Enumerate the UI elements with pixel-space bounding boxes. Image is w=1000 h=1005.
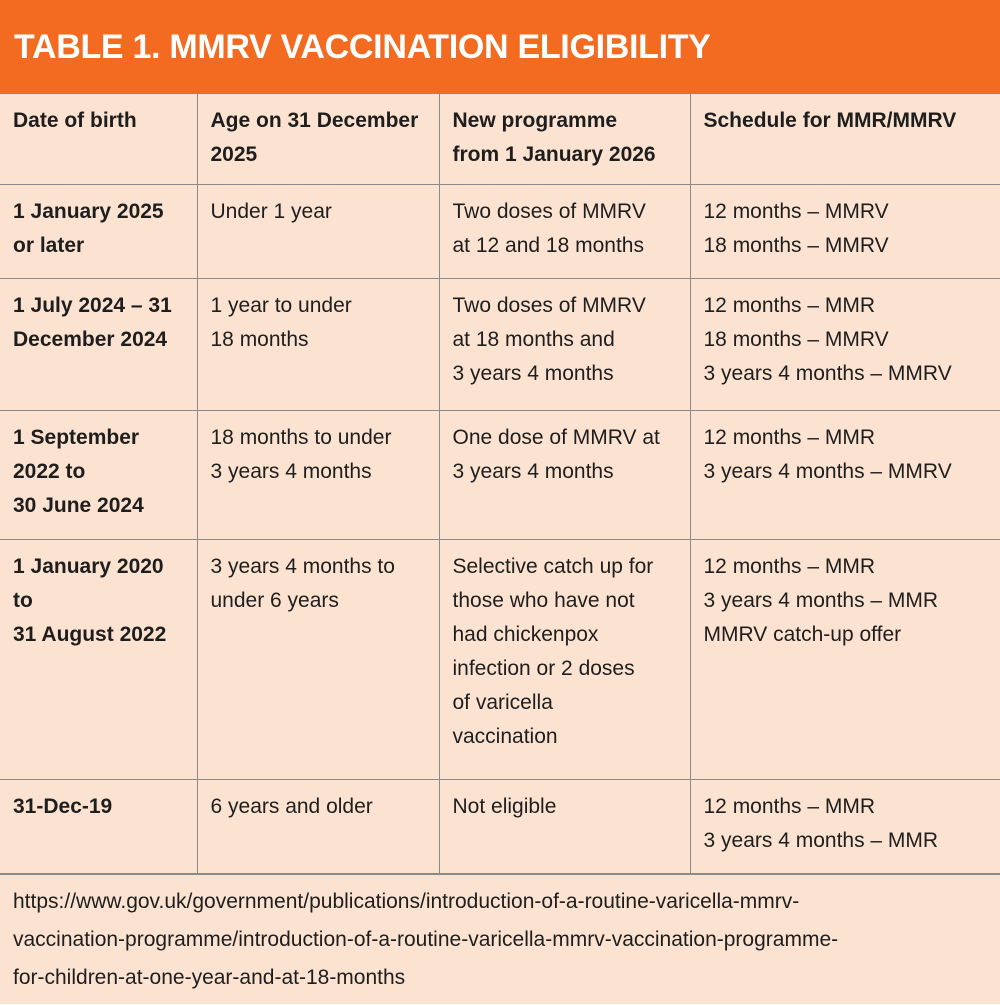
cell-date-of-birth: 1 January 2020 to 31 August 2022 <box>0 539 197 779</box>
title-bar <box>0 0 1000 94</box>
table-row <box>0 779 1000 873</box>
cell-programme: One dose of MMRV at 3 years 4 months <box>439 410 690 539</box>
cell-schedule: 12 months – MMR 18 months – MMRV 3 years 4 months – MMRV <box>690 278 1000 410</box>
source-url: https://www.gov.uk/government/publications/introduction-of-a-routine-varicella-mmrv- vaccination-programme/introduction-of-a-routine-varicella-mmrv-vaccination-programme- for-children-at-one-year-and-at-18-months <box>0 874 1000 1005</box>
cell-programme: Selective catch up for those who have not had chickenpox infection or 2 doses of varicella vaccination <box>439 539 690 779</box>
table-title: TABLE 1. MMRV VACCINATION ELIGIBILITY <box>14 27 711 66</box>
table-row <box>0 184 1000 278</box>
header-new-programme: New programme from 1 January 2026 <box>439 94 690 184</box>
cell-date-of-birth: 1 January 2025 or later <box>0 184 197 278</box>
header-age: Age on 31 December 2025 <box>197 94 439 184</box>
cell-schedule: 12 months – MMRV 18 months – MMRV <box>690 184 1000 278</box>
cell-schedule: 12 months – MMR 3 years 4 months – MMRV <box>690 410 1000 539</box>
table-row <box>0 410 1000 539</box>
cell-age: 6 years and older <box>197 779 439 873</box>
header-row <box>0 94 1000 184</box>
cell-programme: Not eligible <box>439 779 690 873</box>
eligibility-table <box>0 94 1000 874</box>
cell-schedule: 12 months – MMR 3 years 4 months – MMR MMRV catch-up offer <box>690 539 1000 779</box>
header-date-of-birth: Date of birth <box>0 94 197 184</box>
cell-age: 18 months to under 3 years 4 months <box>197 410 439 539</box>
cell-programme: Two doses of MMRV at 12 and 18 months <box>439 184 690 278</box>
cell-date-of-birth: 1 July 2024 – 31 December 2024 <box>0 278 197 410</box>
cell-date-of-birth: 31-Dec-19 <box>0 779 197 873</box>
cell-age: 1 year to under 18 months <box>197 278 439 410</box>
table-row <box>0 539 1000 779</box>
cell-date-of-birth: 1 September 2022 to 30 June 2024 <box>0 410 197 539</box>
header-schedule: Schedule for MMR/MMRV <box>690 94 1000 184</box>
table-row <box>0 278 1000 410</box>
cell-programme: Two doses of MMRV at 18 months and 3 years 4 months <box>439 278 690 410</box>
cell-schedule: 12 months – MMR 3 years 4 months – MMR <box>690 779 1000 873</box>
cell-age: Under 1 year <box>197 184 439 278</box>
cell-age: 3 years 4 months to under 6 years <box>197 539 439 779</box>
